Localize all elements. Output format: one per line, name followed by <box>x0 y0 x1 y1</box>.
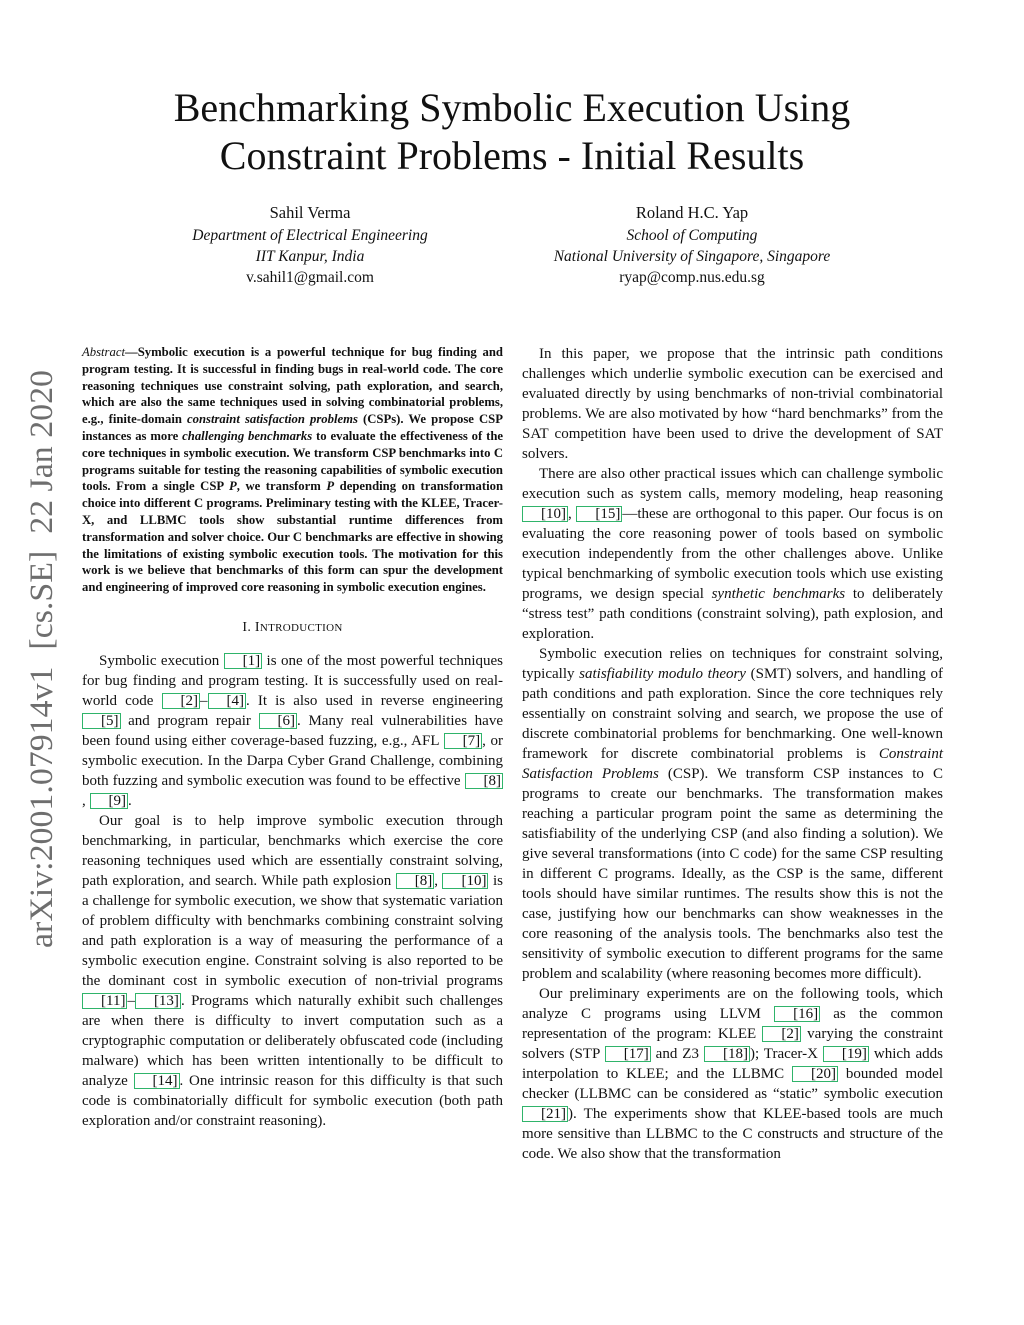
emphasis: satisfiability modulo theory <box>579 666 746 682</box>
title-line-1: Benchmarking Symbolic Execution Using <box>173 85 851 130</box>
intro-paragraph-1: Symbolic execution [1] is one of the most powerful techniques for bug finding and program testing. It is successfully used on real-world code [2] – [4] . It is also used in reverse engineering [5] and program repair [6] . Many real vulnerabilities have been found using either coverage-based fuzzing, e.g., AFL [7] , or symbolic execution. In the Darpa Cyber Grand Challenge, combining both fuzzing and symbolic execution was found to be effective [8], [9] . <box>82 652 503 809</box>
author-name: Roland H.C. Yap <box>635 203 749 222</box>
intro-paragraph-2: Our goal is to help improve symbolic execution through benchmarking, in particular, benchmarks which exercise the core reasoning techniques used which are essentially constraint solving, path exploration, and search. While path explosion [8] , [10] is a challenge for symbolic execution, we show that systematic variation of problem difficulty with benchmarks combining constraint solving and path exploration is a way of measuring the performance of a symbolic execution engine. Constraint solving is also reported to be the dominant cost in symbolic execution of non-trivial programs [11] – [13] . Programs which naturally exhibit such challenges are when there is difficulty to invert computation such as a cryptographic computation or deliberately obfuscated code (including malware) which has been written intentionally to be difficult to analyze [14] . One intrinsic reason for this difficulty is that such code is combinatorially difficult for symbolic execution (both path exploration and/or constraint reasoning). <box>82 812 503 1129</box>
citation-link[interactable]: [2] <box>162 693 201 709</box>
author-name: Sahil Verma <box>269 203 351 222</box>
right-paragraph-4: Our preliminary experiments are on the following tools, which analyze C programs using LLVM [16] as the common representation of the program: KLEE [2] varying the constraint solvers (STP [17] and Z3 [18] ); Tracer-X [19] which adds interpolation to KLEE; and the LLBMC [20] bounded model checker (LLBMC can be considered as “static” symbolic execution [21] ). The experiments show that KLEE-based tools are much more sensitive than LLBMC to the C constructs and structure of the code. We also show that the transformation <box>522 986 943 1162</box>
citation-link[interactable]: [8] <box>465 773 504 789</box>
author-department: Department of Electrical Engineering <box>192 227 428 244</box>
emphasis: Constraint Satisfaction Problems <box>522 746 943 782</box>
citation-link[interactable]: [14] <box>134 1073 180 1089</box>
citation-link[interactable]: [9] <box>90 793 129 809</box>
author-email: v.sahil1@gmail.com <box>246 269 374 286</box>
citation-link[interactable]: [10] <box>522 506 568 522</box>
citation-link[interactable]: [15] <box>576 506 622 522</box>
right-paragraph-1: In this paper, we propose that the intrinsic path conditions challenges which underlie symbolic execution can be exercised and evaluated directly by using benchmarks of non-trivial combinatorial problems. We are also motivated by how “hard benchmarks” from the SAT competition have been used to drive the development of SAT solvers. <box>522 346 943 462</box>
citation-link[interactable]: [10] <box>442 873 488 889</box>
citation-link[interactable]: [18] <box>704 1046 750 1062</box>
citation-link[interactable]: [17] <box>605 1046 651 1062</box>
author-block-2 <box>532 202 852 288</box>
abstract-text: Symbolic execution is a powerful technique for bug finding and program testing. It is successful in finding bugs in real-world code. The core reasoning techniques use constraint solving, path exploration, and search, which are also the same techniques used in solving combinatorial problems, e.g., finite-domain <box>82 345 503 427</box>
citation-link[interactable]: [2] <box>762 1026 801 1042</box>
citation-link[interactable]: [19] <box>823 1046 869 1062</box>
citation-link[interactable]: [21] <box>522 1106 568 1122</box>
section-heading <box>82 618 503 638</box>
author-department: School of Computing <box>626 227 758 244</box>
abstract-emphasis: challenging benchmarks <box>182 428 313 443</box>
citation-link[interactable]: [7] <box>444 733 483 749</box>
citation-link[interactable]: [16] <box>774 1006 820 1022</box>
citation-link[interactable]: [5] <box>82 713 121 729</box>
abstract-text: , we transform <box>236 479 327 494</box>
emphasis: synthetic benchmarks <box>711 586 846 602</box>
arxiv-identifier-graphic <box>18 368 60 948</box>
abstract-emphasis: constraint satisfaction problems <box>187 412 358 427</box>
paper-title <box>120 84 904 180</box>
author-block-1 <box>150 202 470 288</box>
abstract-text: to evaluate the effectiveness of the core techniques in symbolic execution. We transform CSP benchmarks into C programs suitable for testing the reasoning capabilities of symbolic execution tools. From a single CSP <box>82 428 504 494</box>
citation-link[interactable]: [4] <box>208 693 247 709</box>
abstract-variable: P <box>326 479 335 494</box>
author-institution: IIT Kanpur, India <box>255 248 365 265</box>
citation-link[interactable]: [1] <box>224 653 263 669</box>
abstract-variable: P <box>228 479 237 494</box>
right-paragraph-2: There are also other practical issues which can challenge symbolic execution such as system calls, memory modeling, heap reasoning [10] , [15] —these are orthogonal to this paper. Our focus is on evaluating the core reasoning power of tools based on symbolic execution independently from the other challenges above. Unlike typical benchmarking of symbolic execution tools which use existing programs, we design special synthetic benchmarks to deliberately “stress test” path conditions (constraint solving), path explosion, and exploration. <box>522 466 944 642</box>
section-initial: I <box>254 619 260 635</box>
author-institution: National University of Singapore, Singapore <box>553 248 831 265</box>
title-line-2: Constraint Problems - Initial Results <box>219 133 805 178</box>
abstract-text: (CSPs). We propose CSP instances as more <box>82 412 503 443</box>
section-number: I. <box>242 619 255 635</box>
abstract-text: depending on transformation choice into different C programs. Preliminary testing with the KLEE, Tracer-X, and LLBMC tools show substantial runtime differences from transformation and solver choice. Our C benchmarks are effective in showing the limitations of existing symbolic execution tools. The motivation for this work is we believe that benchmarks of this form can spur the development and engineering of improved core reasoning in symbolic execution engines. <box>82 479 503 595</box>
abstract-label: Abstract <box>82 345 125 359</box>
citation-link[interactable]: [11] <box>82 993 127 1009</box>
citation-link[interactable]: [13] <box>135 993 181 1009</box>
section-title-rest: NTRODUCTION <box>259 621 343 634</box>
citation-link[interactable]: [8] <box>396 873 435 889</box>
abstract <box>82 344 503 596</box>
author-email: ryap@comp.nus.edu.sg <box>619 269 765 286</box>
right-paragraph-3: Symbolic execution relies on techniques for constraint solving, typically satisfiability modulo theory (SMT) solvers, and handling of path conditions and path exploration. Since the core techniques rely essentially on constraint solving and search, we propose the use of discrete combinatorial problems for benchmarking. One well-known framework for discrete combinatorial problems is Constraint Satisfaction Problems (CSP). We transform CSP instances to C programs to create our benchmarks. The transformation makes reaching a particular program point the same as determining the satisfiability of the underlying CSP (and also finding a solution). We give several transformations (into C code) for the same CSP resulting in different C programs. Ideally, as the CSP is the same, different tools should have similar runtimes. The results show this is not the case, justifying how our benchmarks can show weaknesses in the core reasoning of the analysis tools. The benchmarks also test the sensitivity of symbolic execution to different programs for the same problem and scalability (where reasoning becomes more difficult). <box>522 646 943 982</box>
citation-link[interactable]: [6] <box>259 713 298 729</box>
abstract-dash: — <box>125 345 138 359</box>
left-column <box>82 344 503 1131</box>
arxiv-identifier-text: arXiv:2001.07914v1 [cs.SE] 22 Jan 2020 <box>24 385 60 948</box>
right-column <box>522 344 943 1164</box>
arxiv-identifier <box>18 368 60 948</box>
citation-link[interactable]: [20] <box>792 1066 838 1082</box>
